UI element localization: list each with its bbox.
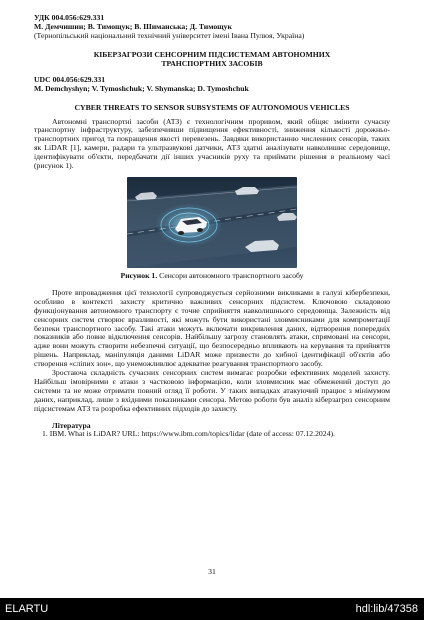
figure-av-sensors bbox=[127, 177, 297, 268]
reference-item: 1. IBM. What is LiDAR? URL: https://www.ibm.com/topics/lidar (date of access: 07.12.2024). bbox=[42, 429, 335, 439]
repository-footer bbox=[0, 598, 424, 620]
page-number: 31 bbox=[208, 567, 216, 576]
footer-repository-name: ELARTU bbox=[5, 603, 49, 615]
authors-ua: М. Демчишин; В. Тимощук; В. Шиманська; Д. Тимощук bbox=[34, 21, 232, 31]
figure-caption bbox=[34, 272, 390, 281]
udc-en: UDC 004.056:629.331 bbox=[34, 74, 106, 84]
footer-handle-link[interactable]: hdl:lib/47358 bbox=[355, 603, 418, 615]
references-heading: Література bbox=[52, 420, 91, 430]
affiliation: (Тернопільський національний технічний університет імені Івана Пулюя, Україна) bbox=[34, 30, 305, 40]
paragraph-intro: Автономні транспортні засоби (АТЗ) є технологічним проривом, який обіцяє змінити сучасну транспортну інфраструктуру, забезпечивши підвищення ефективності, зниження кількості дорожньо-транспортних пригод та покращення якості перевезень. Завдяки використанню численних сенсорів, таких як LiDAR [1], камери, радари та ультразвукові датчики, АТЗ здатні аналізувати навколишнє середовище, ідентифікувати об'єкти, передбачати дії інших учасників руху та приймати рішення в реальному часі (рисунок 1). bbox=[34, 116, 390, 171]
figure-caption-label: Рисунок 1. bbox=[120, 270, 158, 280]
paragraph-goal: Зростаюча складність сучасних сенсорних систем вимагає розробки ефективних моделей захисту. Найбільш імовірними є атаки з частковою інформацією, коли зловмисник має обмежений доступ до системи та не може отримати повний огляд її роботи. У таких випадках атакуючий працює з мінімумом даних, наприклад, лише з вхідними показниками сенсора. Метою роботи був аналіз кіберзагроз сенсорним підсистемам АТЗ та розробка ефективних підходів до захисту. bbox=[34, 368, 390, 413]
av-sensors-illustration bbox=[127, 177, 297, 268]
authors-en: M. Demchyshyn; V. Tymoshchuk; V. Shymanska; D. Tymoshchuk bbox=[34, 83, 249, 93]
paragraph-threats: Проте впровадження цієї технології супроводжується серйозними викликами в галузі кібербезпеки, особливо в контексті захисту критично важливих сенсорних підсистем. Ключовою складовою функціонування автономного транспорту є точне сприйняття навколишнього середовища. Залежність від сенсорних систем створює вразливості, які можуть бути використані зловмисниками для компрометації безпеки транспортного засобу. Такі атаки можуть включати викривлення даних, відтворення попередніх показників або повне відключення сенсорів. Найбільшу загрозу становлять атаки, спрямовані на сенсори, адже вони можуть створити небезпечні ситуації, що безпосередньо впливають на керування та прийняття рішень. Наприклад, маніпуляція даними LiDAR може призвести до хибної ідентифікації об'єктів або створення «сліпих зон», що унеможливлює адекватне реагування транспортного засобу. bbox=[34, 287, 390, 369]
title-ua-line1: КІБЕРЗАГРОЗИ СЕНСОРНИМ ПІДСИСТЕМАМ АВТОНОМНИХ bbox=[93, 49, 331, 59]
udc-ua: УДК 004.056:629.331 bbox=[34, 13, 105, 22]
title-en: CYBER THREATS TO SENSOR SUBSYSTEMS OF AUTONOMOUS VEHICLES bbox=[74, 102, 350, 112]
title-ua bbox=[34, 50, 390, 68]
title-ua-line2: ТРАНСПОРТНИХ ЗАСОБІВ bbox=[161, 58, 263, 68]
figure-caption-text: Сенсори автономного транспортного засобу bbox=[159, 270, 304, 280]
